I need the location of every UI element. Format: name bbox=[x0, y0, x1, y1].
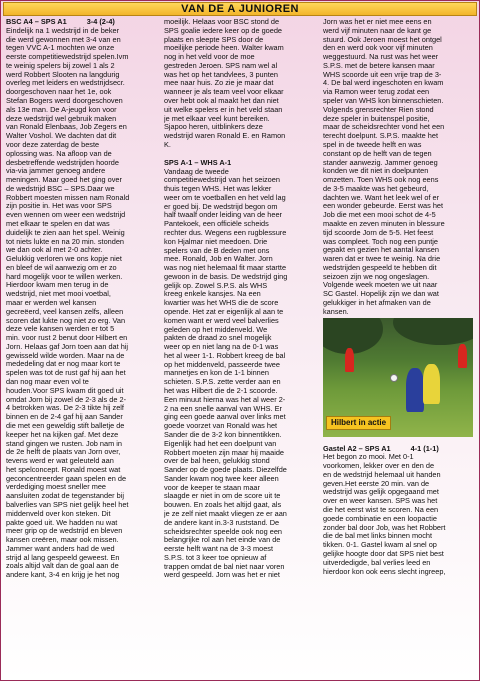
text-line: tot niets lukte en na 20 min. stonden bbox=[6, 236, 124, 246]
text-line: desbetreffende wedstrijden hoorde bbox=[6, 157, 119, 167]
text-line: waren dat er twee te weinig. Na drie bbox=[323, 254, 441, 264]
text-line: en bleef de wil aanwezig om er zo bbox=[6, 262, 117, 272]
text-line: zoals altijd valt dan de goal aan de bbox=[6, 561, 119, 571]
text-line: Robbert moesten missen nam Ronald bbox=[6, 192, 130, 202]
text-line: binnen en de 2-4 gaf hij aan Sander bbox=[6, 412, 123, 422]
text-line: Stefan Bogers werd doorgeschoven bbox=[6, 96, 123, 106]
text-line: tevens werd er wat geleuteld aan bbox=[6, 456, 114, 466]
text-line: hard mogelijk voor te willen werken. bbox=[6, 271, 123, 281]
text-line: werd vijf minuten naar de kant ge bbox=[323, 25, 432, 35]
text-line: was het op het tandvlees, 3 punten bbox=[164, 69, 278, 79]
text-line: min. voor rust 2 benut door Hilbert en bbox=[6, 333, 128, 343]
text-line: Sander op de goede plaats. Diezelfde bbox=[164, 465, 287, 475]
text-line: deze speler in buitenspel positie, bbox=[323, 113, 430, 123]
text-line: SPS goalie iedere keer op de goede bbox=[164, 25, 282, 35]
text-line: slaagde er niet in om de score uit te bbox=[164, 491, 281, 501]
text-line: Job die met een mooi schot de 4-5 bbox=[323, 210, 436, 220]
match-heading-sps-whs: SPS A-1 – WHS A-1 bbox=[164, 157, 232, 167]
text-line: deze wedstrijd wel gebruik maken bbox=[6, 113, 117, 123]
text-line: dan nog maar even vol te bbox=[6, 377, 89, 387]
text-line: 4 betrokken was. De 2-3 tikte hij zelf bbox=[6, 403, 124, 413]
photo-trees-left bbox=[323, 318, 383, 354]
text-line: Walter Voshol. We dachten dat dit bbox=[6, 131, 117, 141]
text-line: die met een geweldig stift balletje de bbox=[6, 420, 125, 430]
text-line: gepakt en gezien het aantal kansen bbox=[323, 245, 439, 255]
text-line: wedstrijden gespeeld te hebben dit bbox=[323, 262, 437, 272]
text-line: hierdoor kon ook eens slecht ingreep, bbox=[323, 566, 446, 576]
text-line: Jorn was het er niet mee eens en bbox=[323, 18, 432, 26]
text-line: andere kant, 3-4 en krijg je het nog bbox=[6, 570, 120, 580]
text-line: op het middenveld, passeerde twee bbox=[164, 359, 280, 369]
text-line: het al weer 1-1. Robbert kreeg de bal bbox=[164, 350, 286, 360]
text-line: scheidsrechter speelde ook nog een bbox=[164, 526, 282, 536]
text-line: omzetten. Toen WHS ook nog eens bbox=[323, 175, 439, 185]
text-line: gelijk op. Zowel S.P.S. als WHS bbox=[164, 280, 268, 290]
match-score: 3-4 (2-4) bbox=[86, 18, 115, 26]
photo-ball bbox=[390, 374, 398, 382]
text-line: den en werd ook voor vijf minuten bbox=[323, 43, 433, 53]
text-line: constant op de helft van de tegen bbox=[323, 148, 432, 158]
text-line: over de bal heen, gelukkig stond bbox=[164, 456, 270, 466]
text-line: omdat Jorn bij zowel de 2-3 als de 2- bbox=[6, 394, 127, 404]
text-line: wedstrijd waren Ronald E. en Ramon bbox=[164, 131, 286, 141]
text-line: pakte goed uit. We hadden nu wat bbox=[6, 517, 118, 527]
text-line: mannetjes en kon de 1-1 binnen bbox=[164, 368, 269, 378]
text-line: je met elkaar veel kunt bereiken. bbox=[164, 113, 270, 123]
text-line: Het begon zo mooi. Met 0-1 bbox=[323, 452, 414, 462]
photo-player-blue bbox=[406, 368, 424, 412]
text-line: weer op en niet lang na de 0-1 was bbox=[164, 342, 279, 352]
article-column-2 bbox=[164, 18, 314, 678]
text-line: van Ronald Elenbaas, Job Zegers en bbox=[6, 122, 127, 132]
text-line: Pantekoek, een officiële scheids bbox=[164, 219, 269, 229]
text-line: die het eerst wist te scoren. Na een bbox=[323, 505, 439, 515]
match-title: Gastel A2 – SPS A1 bbox=[323, 443, 391, 453]
text-line: tikken. 0-1. Gastel kwam al snel op bbox=[323, 540, 437, 550]
text-line: uitverdedigde, bal verlies leed en bbox=[323, 557, 431, 567]
text-line: de andere kant in.3-3 ruststand. De bbox=[164, 517, 280, 527]
text-line: die werd gewonnen met 3-4 van en bbox=[6, 34, 121, 44]
text-line: voorkomen, lekker over en den de bbox=[323, 461, 435, 471]
text-line: Volgends grensrechter Rien stond bbox=[323, 104, 434, 114]
text-line: goede voorzet van Ronald was het bbox=[164, 421, 278, 431]
text-line: mededeling dat er nog maar kort te bbox=[6, 359, 121, 369]
text-line: via Ramon weer terug zodat een bbox=[323, 87, 430, 97]
text-line: er goed bij. De wedstrijd begon om bbox=[164, 201, 278, 211]
text-line: aansluiten zodat de tegenstander bij bbox=[6, 491, 124, 501]
text-line: wedstrijd, niet met mooi voetbal, bbox=[6, 289, 111, 299]
text-line: wanneer je als team veel voor elkaar bbox=[164, 87, 284, 97]
text-line: meningen. Maar goed het ging over bbox=[6, 175, 122, 185]
text-line: scoren dat lukte nog niet zo erg. Van bbox=[6, 315, 126, 325]
text-line: oplossing was. Na afloop van de bbox=[6, 148, 112, 158]
text-line: weer om te voetballen en het veld lag bbox=[164, 192, 286, 202]
text-line: competitiewedstrijd van het seizoen bbox=[164, 175, 280, 185]
text-line: Een minuut hierna was het al weer 2- bbox=[164, 394, 286, 404]
text-line: rechter dus. Wegens een rugblessure bbox=[164, 227, 287, 237]
text-line: trappen omdat de bal niet naar voren bbox=[164, 561, 285, 571]
text-line: stuurd. Ook Jeroen moest het ontgel bbox=[323, 34, 442, 44]
text-line: kreeg enkele kansjes. Na een bbox=[164, 289, 261, 299]
text-line: gelukkiger in het afmaken van de bbox=[323, 298, 431, 307]
text-line: spel in de tweede helft en was bbox=[323, 139, 422, 149]
text-line: komen want er werd veel balverlies bbox=[164, 315, 279, 325]
text-line: duidelijk te zien aan het spel. Weinig bbox=[6, 227, 125, 237]
text-line: half twaalf onder leiding van de heer bbox=[164, 210, 282, 220]
text-line: Eindelijk na 1 wedstrijd in de beker bbox=[6, 25, 120, 35]
text-line: Eigenlijk had het een doelpunt van bbox=[164, 438, 277, 448]
text-line: stander aanwezig. Jammer genoeg bbox=[323, 157, 438, 167]
text-line: over en weer kansen. SPS was het bbox=[323, 496, 438, 506]
match-photo bbox=[323, 318, 473, 437]
text-line: voor deze zaterdag de beste bbox=[6, 139, 100, 149]
text-line: wedstrijd was gelijk opgegaand met bbox=[323, 487, 439, 497]
article-text-continued bbox=[164, 18, 314, 150]
text-line: gelijke hoogte door dat SPS niet best bbox=[323, 548, 444, 558]
text-line: we dan ook al met 2-0 achter. bbox=[6, 245, 103, 255]
text-line: schieten. S.P.S. zette verder aan en bbox=[164, 377, 281, 387]
text-line: Sjapoo heren, uitblinkers deze bbox=[164, 122, 263, 132]
article-text-sps-whs-continued bbox=[323, 18, 473, 317]
article-column-1 bbox=[6, 18, 156, 678]
photo-player-red-left bbox=[345, 348, 354, 372]
text-line: Jorn. Helaas gaf Jorn toen aan dat hij bbox=[6, 341, 129, 351]
text-line: even wennen om weer een wedstrijd bbox=[6, 210, 126, 220]
text-line: uit welke spelers er in het veld staan bbox=[164, 104, 283, 114]
text-line: en de wedstrijd helemaal uit handen bbox=[323, 469, 441, 479]
text-line: mee. Ronald, Job en Walter. Jorn bbox=[164, 254, 273, 264]
text-line: Volgende week moeten we uit naar bbox=[323, 280, 438, 290]
text-line: maakte en zeven minuten in blessure bbox=[323, 218, 445, 228]
text-line: kansen. bbox=[323, 306, 349, 316]
text-line: opende. Het zat er eigenlijk al aan te bbox=[164, 307, 284, 316]
text-line: WHS scoorde uit een vrije trap de 3- bbox=[323, 69, 442, 79]
text-line: met elkaar te spelen en dat was bbox=[6, 218, 110, 228]
text-line: pakten de draad zo snel mogelijk bbox=[164, 333, 272, 343]
text-line: doorgeschoven naar het 1e, ook bbox=[6, 87, 112, 97]
article-text-sps-whs bbox=[164, 168, 314, 581]
text-line: zijn positie in. Het was voor SPS bbox=[6, 201, 112, 211]
photo-caption: Hilbert in actie bbox=[326, 416, 391, 430]
text-line: stand gingen we rusten. Job nam in bbox=[6, 438, 122, 448]
photo-player-yellow bbox=[423, 364, 440, 404]
text-line: Vandaag de tweede bbox=[164, 166, 229, 176]
text-line: spelen was tot de rust gaf hij aan het bbox=[6, 368, 126, 378]
text-line: werd gespeeld. Jorn was het er niet bbox=[164, 570, 280, 580]
text-line: maar er werden wel kansen bbox=[6, 298, 97, 307]
text-line: eerste competitiewedstrijd spelen.Ivm bbox=[6, 52, 129, 62]
article-text-bsc-sps bbox=[6, 27, 156, 580]
text-line: geven.Het eerste 20 min. van de bbox=[323, 478, 430, 488]
text-line: belangrijke rol aan het einde van de bbox=[164, 535, 281, 545]
text-line: verdediging moest sneller mee bbox=[6, 482, 107, 492]
text-line: overleg met leiders en wedstrijdsecr. bbox=[6, 78, 125, 88]
text-line: als 13e man. De A-jeugd kon voor bbox=[6, 104, 117, 114]
text-line: tijd scoorde Jorn de 5-5. Het feest bbox=[323, 227, 434, 237]
text-line: 2 na een snelle aanval van WHS. Er bbox=[164, 403, 282, 413]
text-line: Gelukkig verloren we ons kopje niet bbox=[6, 254, 122, 264]
text-line: een wonder gebeurde. Eerst was het bbox=[323, 201, 444, 211]
text-line: kon Hjalmar niet meedoen. Drie bbox=[164, 236, 268, 246]
text-line: Jammer want anders had de wed bbox=[6, 543, 115, 553]
text-line: middenveld over kon steken. Dit bbox=[6, 508, 111, 518]
text-line: zonder bal door Job, was het Robbert bbox=[323, 522, 446, 532]
text-line: de wedstrijd BSC – SPS.Daar we bbox=[6, 183, 115, 193]
text-line: weggestuurd. Na rust was het weer bbox=[323, 52, 439, 62]
text-line: bouwen. En zoals het altijd gaat, als bbox=[164, 500, 282, 510]
text-line: je ze zelf niet maakt vliegen ze er aan bbox=[164, 508, 287, 518]
article-column-3 bbox=[323, 18, 473, 678]
text-line: nog in het veld voor de moe bbox=[164, 52, 255, 62]
text-line: Sander die de 3-2 kon binnentikken. bbox=[164, 429, 282, 439]
text-line: keeper het na kijken gaf. Met deze bbox=[6, 429, 119, 439]
photo-player-red-right bbox=[458, 344, 467, 368]
match-title: BSC A4 – SPS A1 bbox=[6, 18, 67, 26]
text-line: goede combinatie en een loopactie bbox=[323, 513, 437, 523]
text-line: was nog niet helemaal fit maar startte bbox=[164, 263, 287, 273]
text-line: mee naar huis. Zo zie je maar dat bbox=[164, 78, 274, 88]
text-line: spelers van de B deden met ons bbox=[164, 245, 270, 255]
text-line: moeilijke periode heen. Walter kwam bbox=[164, 43, 284, 53]
text-line: strijd al lang gespeeld geweest. En bbox=[6, 552, 120, 562]
text-line: die de bal met links binnen mocht bbox=[323, 531, 432, 541]
text-line: meer grip op de wedstrijd en bleven bbox=[6, 526, 123, 536]
text-line: dachten we. Want het leek wel of er bbox=[323, 192, 440, 202]
text-line: geleden op het middenveld. We bbox=[164, 324, 268, 334]
text-line: S.P.S. met de betere kansen maar bbox=[323, 60, 435, 70]
text-line: gestreden Jeroen. SPS nam wel al bbox=[164, 60, 278, 70]
match-score: 4-1 (1-1) bbox=[410, 443, 439, 453]
text-line: SC Gastel. Hopelijk zijn we dan wat bbox=[323, 289, 439, 299]
text-line: seizoen zijn we nog ongeslagen. bbox=[323, 271, 430, 281]
text-line: geconcentreerder gaan spelen en de bbox=[6, 473, 127, 483]
article-text-gastel-sps bbox=[323, 453, 473, 576]
text-line: moeilijk. Helaas voor BSC stond de bbox=[164, 18, 280, 26]
text-line: Hierdoor kwam men terug in de bbox=[6, 280, 109, 290]
text-line: was compleet. Toch nog een puntje bbox=[323, 236, 438, 246]
text-line: eerste helft want na de 3-3 moest bbox=[164, 544, 273, 554]
text-line: het was Hilbert die de 2-1 scoorde. bbox=[164, 386, 278, 396]
text-line: te weinig spelers bij zowel 1 als 2 bbox=[6, 60, 115, 70]
text-line: de 2e helft de plaats van Jorn over, bbox=[6, 447, 121, 457]
text-line: kansen creëren, maar ook missen. bbox=[6, 535, 119, 545]
text-line: plaats en sleepte SPS door de bbox=[164, 34, 264, 44]
text-line: tegen VVC A-1 mochten we onze bbox=[6, 43, 115, 53]
text-line: balverlies van SPS niet gelijk heel het bbox=[6, 499, 129, 509]
text-line: kwartier was het WHS die de score bbox=[164, 298, 279, 308]
text-line: gewisseld wilde worden. Maar na de bbox=[6, 350, 125, 360]
text-line: thuis tegen WHS. Het was lekker bbox=[164, 184, 272, 194]
text-line: Sander kwam nog twee keer alleen bbox=[164, 473, 279, 483]
text-line: terecht doelpunt. S.P.S. maakte het bbox=[323, 131, 438, 141]
text-line: voor de keeper te staan maar bbox=[164, 482, 260, 492]
text-line: maar de scheidsrechter vond het een bbox=[323, 122, 445, 132]
text-line: het spelconcept. Ronald moest wat bbox=[6, 464, 121, 474]
text-line: gecreëerd, veel kansen zelfs, alleen bbox=[6, 306, 124, 316]
text-line: werd Robbert Slooten na langdurig bbox=[6, 69, 120, 79]
text-line: via-via jammer genoeg andere bbox=[6, 166, 106, 176]
text-line: over hebt ook al maakt het dan niet bbox=[164, 96, 279, 106]
photo-trees-right bbox=[393, 318, 473, 345]
text-line: deze vele kansen werden er tot 5 bbox=[6, 324, 115, 334]
text-line: Robbert moeten zijn maar hij maaide bbox=[164, 447, 285, 457]
text-line: ging een goede aanval over links met bbox=[164, 412, 286, 422]
text-line: konden we dit niet in doelpunten bbox=[323, 166, 429, 176]
text-line: speler van WHS kon binnenschieten. bbox=[323, 96, 444, 106]
text-line: houden.Voor SPS kwam dit goed uit bbox=[6, 385, 124, 395]
text-line: gewoon in de basis. De wedstrijd ging bbox=[164, 271, 288, 281]
text-line: S.P.S. tot 3 keer toe opnieuw af bbox=[164, 552, 267, 562]
text-line: de 3-5 maakte was het gebeurd, bbox=[323, 183, 429, 193]
section-banner: VAN DE A JUNIOREN bbox=[3, 2, 477, 16]
text-line: 4. De bal werd ingeschoten en kwam bbox=[323, 78, 444, 88]
text-line: K. bbox=[164, 139, 171, 149]
